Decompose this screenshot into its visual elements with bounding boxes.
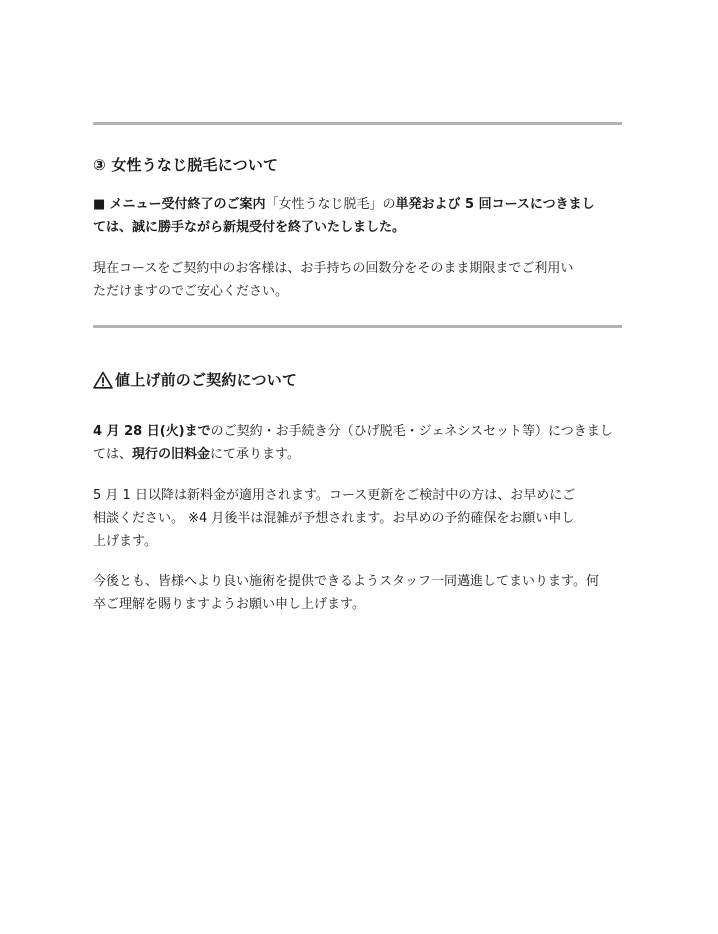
section1-heading	[93, 154, 278, 175]
closing-paragraph	[93, 570, 623, 616]
closing-line1: 今後とも、皆様へより良い施術を提供できるようスタッフ一同邁進してまいります。何	[93, 574, 599, 589]
section-divider-top	[93, 122, 622, 125]
existing-course-paragraph	[93, 257, 623, 303]
new-price-line2: 相談ください。 ※4 月後半は混雑が予想されます。お早めの予約確保をお願い申し	[93, 511, 575, 526]
new-price-paragraph	[93, 484, 623, 553]
section1-heading-text: ③ 女性うなじ脱毛について	[93, 156, 279, 174]
old-price-line2-end: にて承ります。	[210, 447, 300, 462]
notice-mid: の	[382, 197, 396, 212]
section2-heading-text: 値上げ前のご契約について	[115, 371, 298, 389]
old-price-line2-start: ては、	[93, 447, 133, 462]
section2-heading	[93, 369, 297, 390]
existing-course-line2: ただけますのでご安心ください。	[93, 284, 289, 299]
old-price-line2	[93, 443, 623, 466]
new-price-line3: 上げます。	[93, 534, 157, 549]
menu-end-notice	[93, 193, 623, 239]
existing-course-line1: 現在コースをご契約中のお客様は、お手持ちの回数分をそのまま期限までご利用い	[93, 261, 574, 276]
notice-label: メニュー受付終了のご案内	[109, 197, 266, 212]
notice-bullet: ■	[93, 197, 106, 212]
old-price-paragraph	[93, 420, 623, 466]
old-price-emphasis: 現行の旧料金	[132, 447, 211, 462]
new-price-line1: 5 月 1 日以降は新料金が適用されます。コース更新をご検討中の方は、お早めにご	[93, 488, 576, 503]
notice-bold-tail: 単発および 5 回コースにつきまし	[395, 197, 595, 212]
old-price-line1	[93, 420, 623, 443]
closing-line2: 卒ご理解を賜りますようお願い申し上げます。	[93, 597, 365, 612]
menu-end-notice-line1	[93, 193, 623, 216]
menu-end-notice-line2: ては、誠に勝手ながら新規受付を終了いたしました。	[93, 220, 406, 235]
section-divider-middle	[93, 325, 622, 328]
notice-quote: 「女性うなじ脱毛」	[265, 197, 383, 212]
deadline-date: 4 月 28 日(火)まで	[93, 424, 211, 439]
old-price-line1-rest: のご契約・お手続き分（ひげ脱毛・ジェネシスセット等）につきまし	[210, 424, 613, 439]
warning-triangle-icon	[93, 371, 113, 389]
